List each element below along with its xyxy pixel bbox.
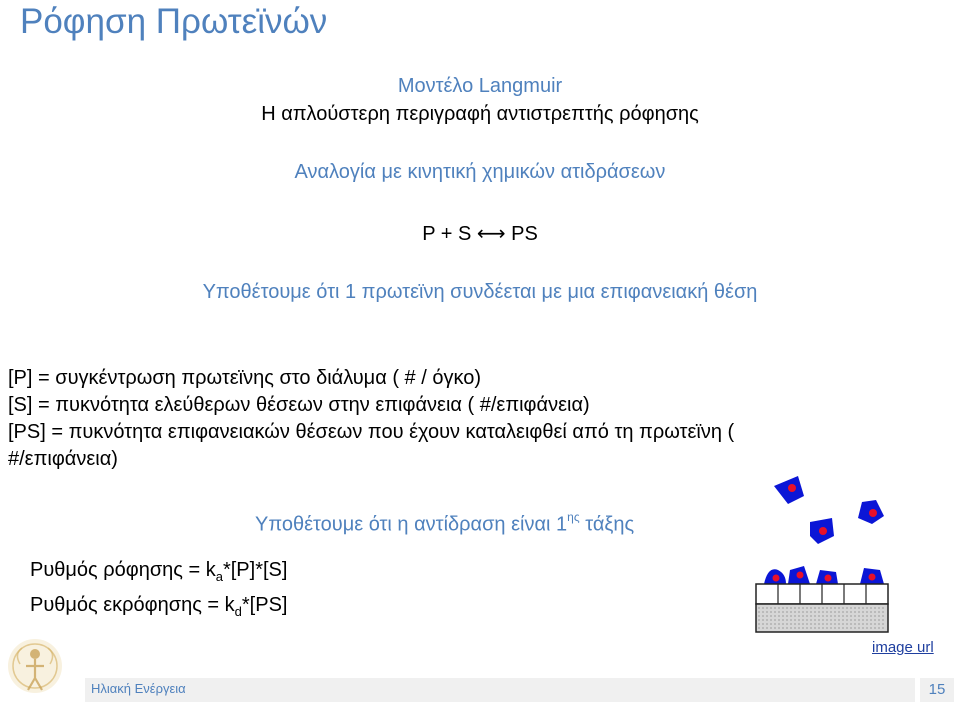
order-sup: ης bbox=[567, 510, 580, 524]
reaction-equation bbox=[0, 221, 960, 246]
adsorption-illustration bbox=[752, 474, 892, 639]
adsorption-suffix: *[P]*[S] bbox=[222, 559, 288, 581]
model-title: Μοντέλο Langmuir bbox=[397, 75, 563, 97]
definition-s: [S] = πυκνότητα ελεύθερων θέσεων στην επιφάνεια ( #/επιφάνεια) bbox=[8, 394, 590, 416]
equation-left: P + S bbox=[422, 223, 472, 245]
order-prefix: Υποθέτουμε ότι η αντίδραση είναι 1 bbox=[255, 513, 568, 536]
adsorption-prefix: Ρυθμός ρόφησης = k bbox=[30, 559, 216, 581]
substrate bbox=[756, 604, 888, 632]
analogy-text: Αναλογία με κινητική χημικών ατιδράσεων bbox=[294, 161, 666, 183]
adsorbed-protein-icon bbox=[860, 568, 884, 584]
order-suffix: τάξης bbox=[579, 513, 635, 536]
desorption-suffix: *[PS] bbox=[241, 594, 288, 616]
image-url-link[interactable]: image url bbox=[872, 639, 934, 656]
page-number: 15 bbox=[928, 681, 946, 698]
definition-ps: [PS] = πυκνότητα επιφανειακών θέσεων που έχουν καταλειφθεί από τη πρωτεϊνη ( bbox=[8, 421, 735, 443]
model-subtitle: Η απλούστερη περιγραφή αντιστρεπτής ρόφησης bbox=[261, 103, 699, 125]
free-protein-icon bbox=[810, 518, 834, 544]
surface-sites bbox=[756, 584, 888, 604]
definition-p: [P] = συγκέντρωση πρωτεϊνης στο διάλυμα ( # / όγκο) bbox=[8, 367, 481, 389]
assumption-text: Υποθέτουμε ότι 1 πρωτεϊνη συνδέεται με μια επιφανειακή θέση bbox=[202, 281, 758, 303]
desorption-sub: d bbox=[234, 604, 242, 619]
desorption-rate bbox=[30, 591, 287, 626]
adsorbed-protein-icon bbox=[788, 566, 810, 584]
definition-ps-cont: #/επιφάνεια) bbox=[8, 448, 118, 470]
adsorbed-protein-icon bbox=[764, 569, 786, 584]
definitions-list bbox=[8, 365, 938, 473]
equilibrium-arrow-icon: ⟷ bbox=[476, 221, 506, 245]
adsorption-sub: a bbox=[215, 569, 223, 584]
adsorbed-protein-icon bbox=[816, 570, 838, 584]
footer-bar bbox=[85, 678, 915, 702]
free-protein-icon bbox=[858, 500, 884, 524]
desorption-prefix: Ρυθμός εκρόφησης = k bbox=[30, 594, 235, 616]
university-logo-icon bbox=[6, 634, 64, 700]
adsorption-rate bbox=[30, 556, 287, 591]
footer-label: Ηλιακή Ενέργεια bbox=[91, 681, 186, 696]
reaction-order-text bbox=[255, 512, 634, 537]
rate-equations bbox=[30, 556, 287, 626]
free-protein-icon bbox=[774, 476, 804, 504]
slide-title: Ρόφηση Πρωτεϊνών bbox=[20, 2, 328, 41]
equation-right: PS bbox=[511, 223, 538, 245]
